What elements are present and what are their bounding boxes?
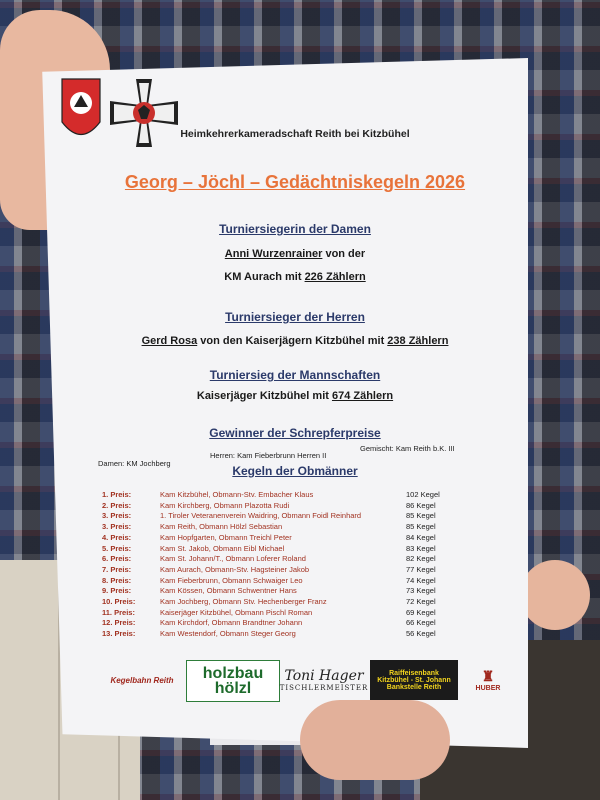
raiffeisen-1: Raiffeisenbank — [389, 669, 439, 677]
obmaenner-heading: Kegeln der Obmänner — [232, 464, 358, 478]
score-cell: 72 Kegel — [406, 597, 436, 606]
place-cell: 13. Preis: — [102, 629, 136, 639]
herren-line — [60, 335, 530, 347]
holzbau-logo — [186, 660, 280, 702]
hager-sub: TISCHLERMEISTER — [279, 684, 369, 692]
holzbau-bottom: hölzl — [214, 680, 252, 697]
place-cell: 3. Preis: — [102, 522, 132, 532]
flyer-content — [60, 62, 530, 712]
place-cell: 4. Preis: — [102, 532, 132, 542]
huber-mark-icon: ♜ — [481, 668, 495, 684]
schrepfer-heading: Gewinner der Schrepferpreise — [209, 426, 381, 440]
table-row — [102, 576, 522, 587]
mannschaften-heading: Turniersieg der Mannschaften — [209, 368, 381, 382]
team-cell: Kam Fieberbrunn, Obmann Schwaiger Leo — [160, 575, 303, 585]
place-cell: 3. Preis: — [102, 511, 132, 521]
hager-name: Toni Hager — [284, 668, 364, 684]
holzbau-top: holzbau — [202, 665, 264, 682]
team-cell: Kam Reith, Obmann Hölzl Sebastian — [160, 522, 283, 532]
team-cell: Kam Aurach, Obmann-Stv. Hagsteiner Jakob — [160, 564, 310, 574]
damen-club: KM Aurach mit — [224, 271, 305, 283]
table-row — [102, 533, 522, 544]
score-cell: 77 Kegel — [406, 564, 436, 574]
score-cell: 82 Kegel — [406, 554, 436, 564]
place-cell: 12. Preis: — [102, 618, 136, 628]
team-cell: Kam Kirchdorf, Obmann Brandtner Johann — [160, 618, 303, 628]
place-cell: 6. Preis: — [102, 554, 132, 564]
team-cell: 1. Tiroler Veteranenverein Waidring, Obmann Foidl Reinhard — [160, 511, 362, 521]
place-cell: 11. Preis: — [102, 607, 135, 617]
score-cell: 102 Kegel — [406, 490, 440, 499]
schrepfer-herren: Herren: Kam Fieberbrunn Herren II — [210, 451, 327, 460]
kegelbahn-logo: Kegelbahn Reith — [110, 675, 174, 685]
table-row — [102, 586, 522, 597]
team-cell: Kam Kössen, Obmann Schwentner Hans — [160, 586, 297, 596]
herren-winner: Gerd Rosa — [141, 335, 198, 347]
place-cell: 2. Preis: — [102, 500, 132, 510]
score-cell: 69 Kegel — [406, 607, 436, 617]
damen-suffix: von der — [322, 248, 366, 260]
damen-line1 — [60, 248, 530, 260]
place-cell: 5. Preis: — [102, 543, 132, 553]
damen-score: 226 Zählern — [304, 271, 366, 283]
team-cell: Kam St. Johann/T., Obmann Loferer Roland — [160, 554, 306, 564]
score-cell: 74 Kegel — [406, 575, 436, 585]
huber-text: HUBER — [475, 685, 501, 692]
score-cell: 86 Kegel — [406, 500, 436, 510]
team-cell: Kam Hopfgarten, Obmann Treichl Peter — [160, 532, 292, 542]
sponsor-bar — [102, 660, 572, 710]
herren-score: 238 Zählern — [387, 335, 449, 347]
team-cell: Kam St. Jakob, Obmann Eibl Michael — [160, 543, 285, 553]
raiffeisen-3: Bankstelle Reith — [386, 683, 442, 691]
table-row — [102, 565, 522, 576]
herren-suffix: von den Kaiserjägern Kitzbühel mit — [197, 335, 388, 347]
score-cell: 84 Kegel — [406, 532, 436, 542]
place-cell: 7. Preis: — [102, 564, 132, 574]
place-cell: 8. Preis: — [102, 575, 132, 585]
score-cell: 85 Kegel — [406, 522, 436, 532]
table-row — [102, 490, 522, 501]
table-row — [102, 554, 522, 565]
right-hand — [300, 700, 450, 780]
schrepfer-gemischt: Gemischt: Kam Reith b.K. III — [360, 444, 455, 453]
huber-logo — [466, 660, 510, 700]
team-cell: Kam Jochberg, Obmann Stv. Hechenberger Franz — [160, 597, 327, 606]
mannschaften-team: Kaiserjäger Kitzbühel mit — [196, 390, 332, 402]
damen-winner: Anni Wurzenrainer — [224, 248, 323, 260]
place-cell: 9. Preis: — [102, 586, 132, 596]
hager-logo — [279, 660, 369, 700]
score-cell: 85 Kegel — [406, 511, 436, 521]
raiffeisen-logo — [370, 660, 458, 700]
table-row — [102, 608, 522, 619]
table-row — [102, 501, 522, 512]
table-row — [102, 618, 522, 629]
team-cell: Kam Kitzbühel, Obmann-Stv. Embacher Klaus — [160, 490, 314, 499]
table-row — [102, 511, 522, 522]
right-thumb — [520, 560, 590, 630]
herren-heading: Turniersieger der Herren — [225, 310, 365, 324]
event-title: Georg – Jöchl – Gedächtniskegeln 2026 — [124, 172, 466, 192]
table-row — [102, 522, 522, 533]
damen-heading: Turniersiegerin der Damen — [219, 222, 371, 236]
score-cell: 66 Kegel — [406, 618, 436, 628]
mannschaften-score: 674 Zählern — [331, 390, 394, 402]
table-row — [102, 629, 522, 640]
raiffeisen-2: Kitzbühel - St. Johann — [377, 676, 451, 684]
club-name: Heimkehrerkameradschaft Reith bei Kitzbühel — [180, 128, 410, 140]
team-cell: Kaiserjäger Kitzbühel, Obmann Pischl Roman — [160, 607, 313, 617]
mannschaften-line — [60, 390, 530, 402]
damen-line2 — [60, 271, 530, 283]
score-cell: 56 Kegel — [406, 629, 436, 639]
score-cell: 73 Kegel — [406, 586, 436, 596]
table-row — [102, 544, 522, 555]
score-cell: 83 Kegel — [406, 543, 436, 553]
schrepfer-damen: Damen: KM Jochberg — [98, 459, 171, 468]
team-cell: Kam Kirchberg, Obmann Plazotta Rudi — [160, 500, 290, 510]
place-cell: 1. Preis: — [102, 490, 132, 499]
table-row — [102, 597, 522, 608]
team-cell: Kam Westendorf, Obmann Steger Georg — [160, 629, 296, 639]
place-cell: 10. Preis: — [102, 597, 136, 606]
